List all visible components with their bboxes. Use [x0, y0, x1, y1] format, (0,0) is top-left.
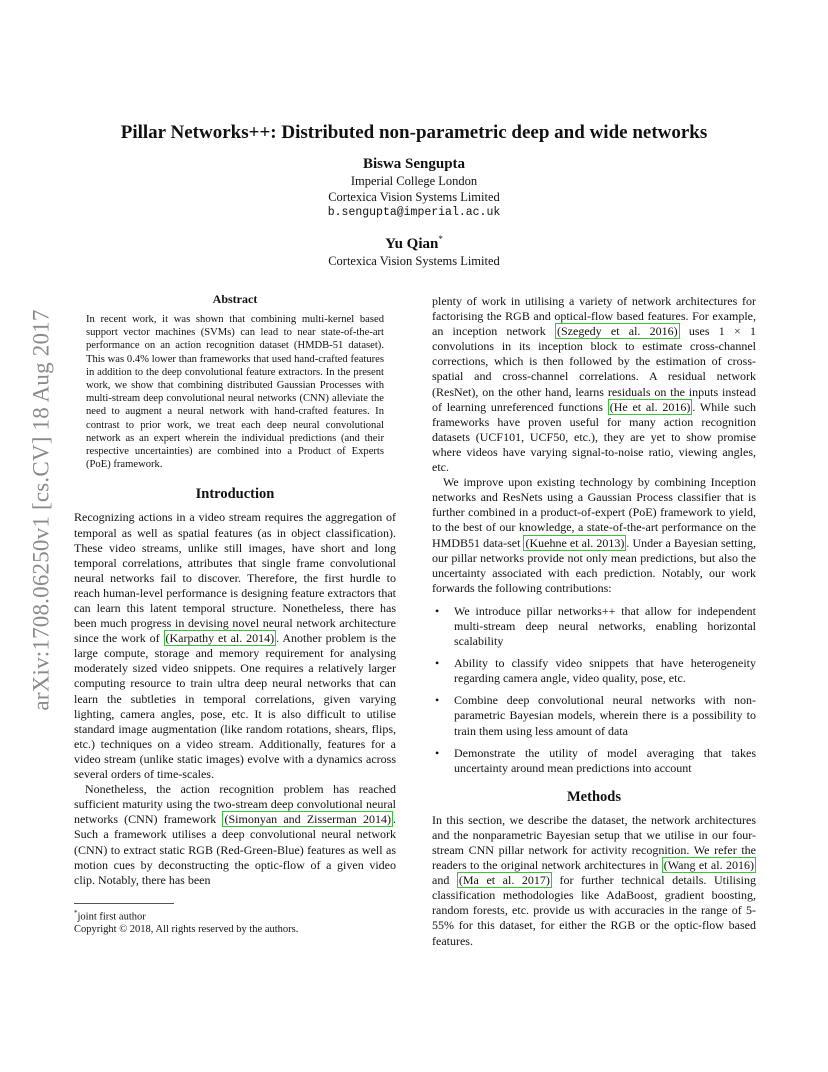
list-item: • We introduce pillar networks++ that allow for independent multi-stream deep neural networks, enabling horizontal scalability — [435, 603, 756, 649]
abstract-heading: Abstract — [212, 292, 258, 306]
citation-link[interactable]: (Wang et al. 2016) — [663, 858, 754, 873]
arxiv-watermark — [20, 275, 64, 745]
bullet-icon: • — [435, 603, 440, 618]
bullet-icon: • — [435, 693, 440, 708]
right-column — [432, 294, 756, 949]
left-column — [74, 292, 396, 936]
citation-link[interactable]: (Kuehne et al. 2013) — [525, 535, 625, 550]
list-item: • Demonstrate the utility of model averaging that takes uncertainty around mean predictions into account — [435, 745, 756, 775]
paragraph: In this section, we describe the dataset, the network architectures and the nonparametric Bayesian setup that we utilise in our four-stream CNN pillar network for activity recognition. We refer the readers to the original network architectures in (Wang et al. 2016) and (Ma et al. 2017) for further technical details. Utilising classification methodologies like AdaBoost, gradient boosting, random forests, etc. provide us with accuracies in the range of 5-55% for this dataset, for either the RGB or the optic-flow based features. — [432, 812, 757, 948]
paper-title: Pillar Networks++: Distributed non-parametric deep and wide networks — [120, 122, 708, 143]
author-name: Yu Qian* — [385, 234, 443, 252]
methods-heading: Methods — [567, 788, 621, 805]
footnote: *joint first author — [74, 908, 146, 923]
paragraph: We improve upon existing technology by combining Inception networks and ResNets using a Gaussian Process classifier that is further combined in a product-of-expert (PoE) framework to yield, to the best of our knowledge, a state-of-the-art performance on the HMDB51 data-set (Kuehne et al. 2013) . Under a Bayesian setting, our pillar networks provide not only mean predictions, but also the uncertainty associated with each prediction. Notably, our work forwards the following contributions: — [432, 475, 756, 595]
author-email[interactable]: b.sengupta@imperial.ac.uk — [327, 206, 501, 219]
paragraph: plenty of work in utilising a variety of network architectures for factorising the RGB and optical-flow based features. For example, an inception network (Szegedy et al. 2016) uses 1 × 1 convolutions in its inception block to estimate cross-channel corrections, which is then followed by the estimation of cross-spatial and cross-channel correlations. A residual network (ResNet), on the other hand, learns residuals on the inputs instead of learning unreferenced functions (He et al. 2016) . While such frameworks have proven useful for many action recognition datasets (UCF101, UCF50, etc.), they are yet to show promise where videos have varying signal-to-noise ratio, viewing angles, etc. — [432, 294, 757, 475]
citation-link[interactable]: (Szegedy et al. 2016) — [557, 324, 678, 339]
introduction-heading: Introduction — [195, 486, 275, 503]
paper-header — [74, 120, 754, 270]
footnote-mark: * — [438, 234, 443, 244]
list-item: • Combine deep convolutional neural networks with non-parametric Bayesian models, wherein there is a possibility to train them using less amount of data — [435, 693, 756, 738]
citation-link[interactable]: (Simonyan and Zisserman 2014) — [224, 812, 391, 827]
author-affiliation: Cortexica Vision Systems Limited — [328, 254, 500, 268]
bullet-icon: • — [435, 656, 440, 671]
author-name: Biswa Sengupta — [362, 156, 466, 172]
citation-link[interactable]: (He et al. 2016) — [609, 399, 691, 414]
author-affiliation: Imperial College London — [350, 174, 478, 188]
list-item: • Ability to classify video snippets that have heterogeneity regarding camera angle, video quality, pose, etc. — [435, 656, 756, 686]
arxiv-id: arXiv:1708.06250v1 [cs.CV] 18 Aug 2017 — [29, 309, 55, 711]
paragraph: Recognizing actions in a video stream requires the aggregation of temporal as well as spatial features (as in object classification). These video streams, unlike still images, have short and long temporal correlations, attributes that single frame convolutional neural networks fail to discover. Therefore, the first hurdle to reach human-level performance is designing feature extractors that can learn this latent temporal structure. Nonetheless, there has been much progress in devising novel neural network architecture since the work of (Karpathy et al. 2014) . Another problem is the large compute, storage and memory requirement for analysing moderately sized video snippets. One requires a relatively larger computing resource to train ultra deep neural networks that can learn the subtleties in temporal correlations, given varying lighting, camera angles, pose, etc. It is also difficult to utilise standard image augmentation (like random rotations, shears, flips, etc.) techniques on a video stream. Additionally, features for a video stream (unlike static images) evolve with a dynamics across several orders of time-scales. — [74, 510, 396, 782]
contributions-list — [432, 604, 756, 776]
author-affiliation: Cortexica Vision Systems Limited — [328, 189, 500, 204]
copyright-notice: Copyright © 2018, All rights reserved by the authors. — [74, 924, 299, 936]
footnote-rule — [74, 903, 174, 904]
citation-link[interactable]: (Karpathy et al. 2014) — [165, 631, 275, 646]
abstract-text: In recent work, it was shown that combining multi-kernel based support vector machines (SVMs) can lead to near state-of-the-art performance on an action recognition dataset (HMDB-51 dataset). This was 0.4% lower than frameworks that used hand-crafted features in addition to the deep convolutional feature extractors. In the present work, we show that combining distributed Gaussian Processes with multi-stream deep convolutional neural networks (CNN) alleviate the need to augment a neural network with hand-crafted features. In contrast to prior work, we treat each deep neural convolutional network as an expert wherein the individual predictions (and their respective uncertainties) are combined into a Product of Experts (PoE) framework. — [86, 314, 384, 471]
paragraph: Nonetheless, the action recognition problem has reached sufficient maturity using the two-stream deep convolutional neural networks (CNN) framework (Simonyan and Zisserman 2014) . Such a framework utilises a deep convolutional neural network (CNN) to extract static RGB (Red-Green-Blue) features as well as motion cues by deconstructing the optic-flow of a given video clip. Notably, there has been — [74, 782, 396, 887]
bullet-icon: • — [435, 745, 440, 760]
citation-link[interactable]: (Ma et al. 2017) — [458, 873, 550, 888]
